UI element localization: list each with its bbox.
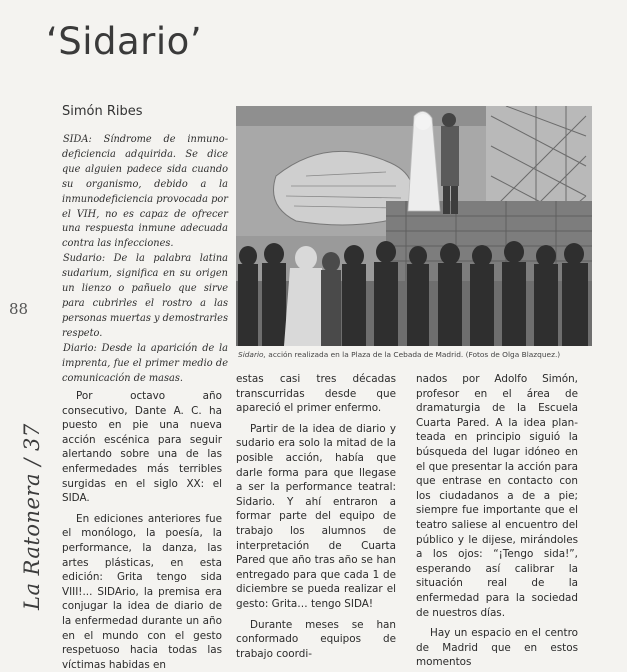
definition-term: SIDA: (62, 134, 92, 145)
paragraph: estas casi tres décadas transcurridas desde que apareció el primer enfermo. (236, 373, 396, 415)
definition-text: De la palabra latina sudarium, significa en su origen un lienzo o pañuelo que sirve para cubrirles el rostro a las personas muertas y demostrarles respeto. (62, 253, 229, 339)
definition-sida (62, 133, 228, 252)
page-number: 88 (9, 300, 29, 318)
definition-text: Desde la aparición de la imprenta, fue el primer medio de comunicación de masas. (62, 342, 228, 384)
definition-term: Sudario: (62, 253, 106, 265)
caption-emphasis: Sidario, (238, 350, 266, 359)
performance-photo (236, 106, 592, 346)
photo-caption (238, 350, 594, 359)
definition-term: Diario: (62, 342, 97, 354)
paragraph: Partir de la idea de diario y sudario era solo la mitad de la posible acción, había que darle forma para que llegase a ser la performance teatral: Sidario. Y ahí entraron a formar parte del equipo de trabajo los alumnos de interpretación de Cuarta Pared que año tras año se han entregado para que cada 1 de diciembre se pueda realizar el gesto: Grita… tengo SIDA! (236, 422, 396, 610)
paragraph: Durante meses se han conformado equipos de trabajo coordi- (236, 618, 396, 660)
paragraph: Por octavo año consecutivo, Dante A. C. ha puesto en pie una nueva acción escénica para seguir alertando sobre una de las enfermedades más terribles surgidas en el siglo XX: el SIDA. (62, 390, 222, 505)
publication-side-title: La Ratonera / 37 (20, 423, 44, 610)
article-title: ‘Sidario’ (46, 20, 203, 63)
paragraph: nados por Adolfo Simón, profesor en el área de dramaturgia de la Escuela Cuarta Pared. A la idea planteada en principio siguió la búsqueda del lugar idóneo en el que presentar la acción para que entrase en contacto con los ciudadanos a de a pie; siempre fue importante que el teatro saliese al encuentro del público y le dijese, mirándoles a los ojos: “¡Tengo sida!”, esperando así calibrar la situación real de la enfermedad para la sociedad de nuestros días. (416, 373, 578, 619)
definitions-block (62, 133, 228, 386)
paragraph: Hay un espacio en el centro de Madrid que en estos momentos (416, 627, 578, 669)
caption-text: acción realizada en la Plaza de la Cebada de Madrid. (Fotos de Olga Blazquez.) (265, 350, 561, 359)
article-author: Simón Ribes (62, 104, 143, 119)
body-column-3 (416, 372, 578, 670)
body-column-2 (236, 372, 396, 661)
definition-diario (62, 342, 228, 387)
paragraph: En ediciones anteriores fue el monólogo, la poesía, la performance, la danza, las artes plásticas, en esta edición: Grita tengo sida VIII!... SIDArio, la premisa era conjugar la idea de diario de la enfermedad durante un año en el mundo con el gesto respetuoso hacia todas las víctimas habidas en (62, 512, 222, 671)
definition-sudario (62, 252, 228, 341)
definition-text: Síndrome de inmunodeficiencia adquirida. Se dice que alguien padece sida cuando su organismo, debido a la inmunodeficiencia provocada por el VIH, no es capaz de ofrecer una respuesta inmune adecuada contra las infecciones. (62, 134, 228, 250)
